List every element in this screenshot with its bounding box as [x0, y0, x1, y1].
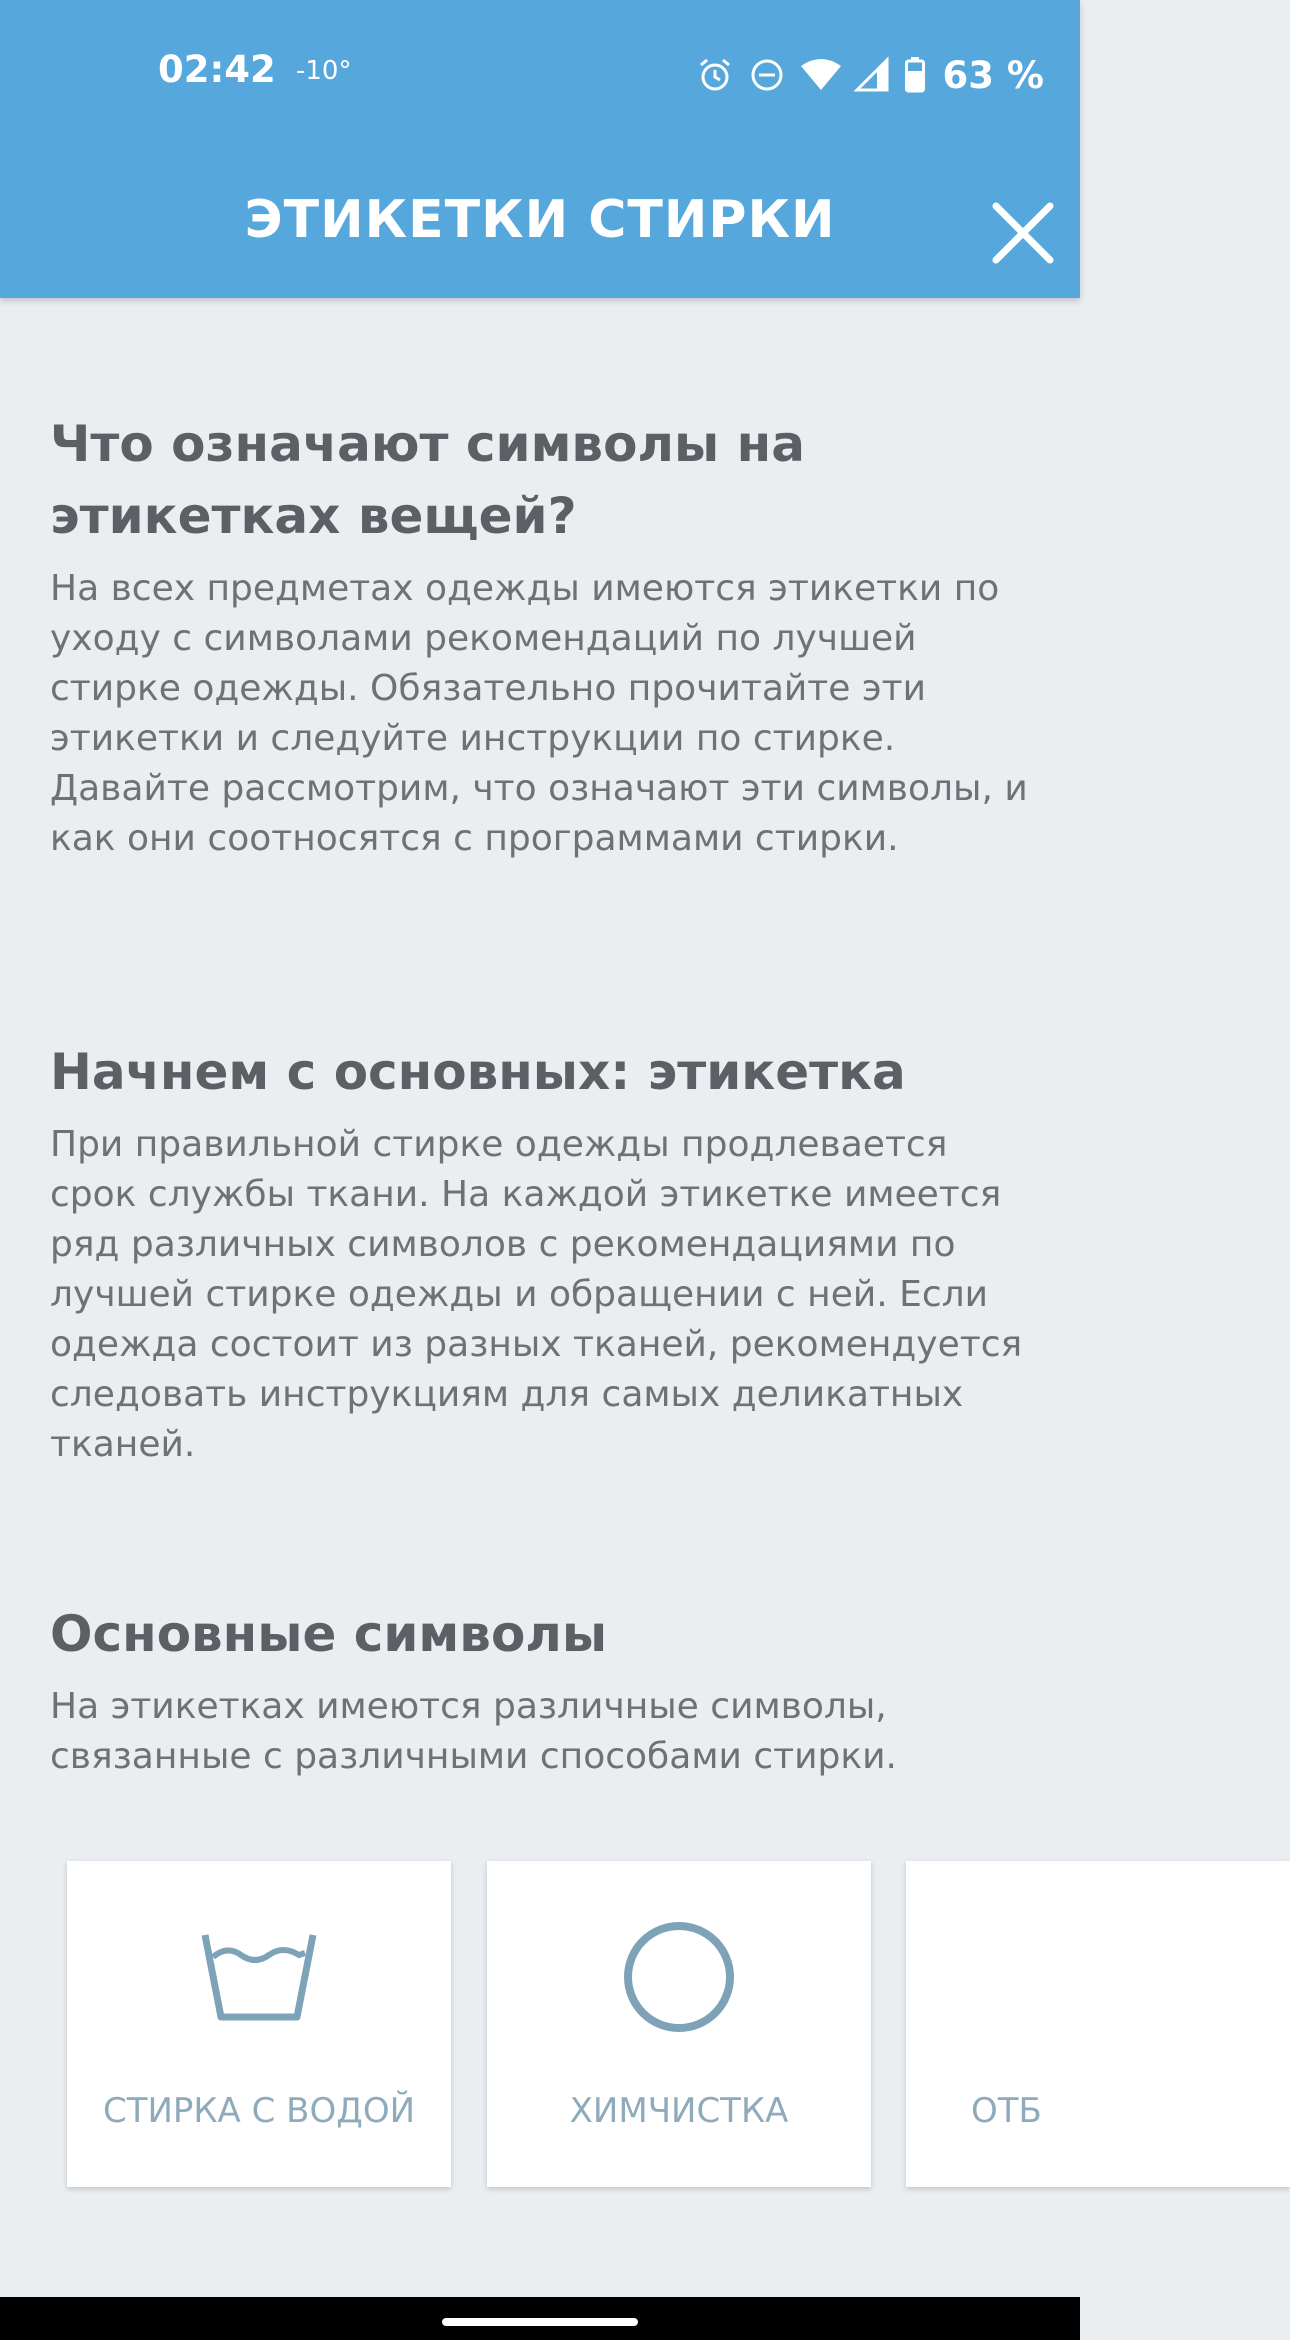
section-text: На этикетках имеются различные символы, связанные с различными способами стирки. [50, 1686, 897, 1777]
close-button[interactable] [988, 198, 1058, 268]
do-not-disturb-icon [749, 57, 785, 93]
battery-icon [905, 57, 925, 93]
top-app-bar [0, 0, 1080, 298]
symbol-card-dry-clean[interactable] [487, 1861, 871, 2187]
section-basics-label [50, 1036, 1040, 1470]
wifi-icon [801, 58, 841, 92]
close-icon[interactable] [988, 198, 1058, 268]
section-text: На всех предметах одежды имеются этикетки по уходу с символами рекомендаций по лучшей стирке одежды. Обязательно прочитайте эти этикетки и следуйте инструкции по стирке. Давайте рассмотрим, что означают эти символы, и как они соотносятся с программами стирки. [50, 568, 1028, 859]
section-intro [50, 408, 1030, 864]
card-label: ХИМЧИСТКА [569, 2091, 789, 2131]
symbol-cards-carousel[interactable] [0, 1858, 1042, 2198]
card-label: СТИРКА С ВОДОЙ [102, 2091, 416, 2131]
card-label: ОТБ [971, 2091, 1042, 2131]
status-icons [697, 50, 1044, 100]
section-text: При правильной стирке одежды продлевается срок службы ткани. На каждой этикетке имеется ряд различных символов с рекомендациями по лучшей стирке одежды и обращении с ней. Если одежда состоит из разных тканей, рекомендуется следовать инструкциям для самых деликатных тканей. [50, 1124, 1023, 1465]
section-heading: Начнем с основных: этикетка [50, 1043, 906, 1101]
symbol-card-washing[interactable] [67, 1861, 451, 2187]
section-main-symbols [50, 1598, 1040, 1782]
battery-percentage: 63 % [942, 53, 1044, 97]
page-title: ЭТИКЕТКИ СТИРКИ [244, 190, 836, 250]
status-time: 02:42 [158, 48, 276, 91]
alarm-icon [697, 57, 733, 93]
wash-tub-icon [199, 1917, 319, 2027]
signal-icon [857, 58, 889, 92]
section-heading: Что означают символы на этикетках вещей? [50, 415, 805, 545]
section-heading: Основные символы [50, 1605, 608, 1663]
home-gesture-handle[interactable] [442, 2318, 638, 2326]
dry-clean-circle-icon [619, 1917, 739, 2037]
status-temperature: -10° [296, 56, 352, 86]
symbol-card-partial[interactable] [906, 1861, 1290, 2187]
